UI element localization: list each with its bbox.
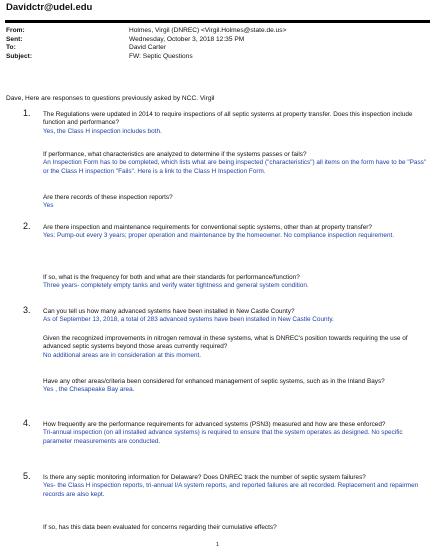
qa-block <box>43 224 427 241</box>
answer-text: Yes , the Chesapeake Bay area. <box>43 386 135 394</box>
item-number: 5. <box>23 471 31 481</box>
page-number: 1 <box>215 542 220 548</box>
qa-block <box>43 524 427 532</box>
answer-text: As of September 13, 2018, a total of 283 advanced systems have been installed in New Castle County. <box>43 316 334 324</box>
qa-block <box>43 111 427 136</box>
item-number: 2. <box>23 221 31 231</box>
answer-text: Yes, the Class H inspection includes both. <box>43 127 162 135</box>
question-text: Have any other areas/criteria been considered for enhanced management of septic systems, such as in the Inland Bays? <box>43 378 385 385</box>
answer-text: Yes: Pump-out every 3 years; proper operation and maintenance by the homeowner. No compliance inspection requirement. <box>43 232 395 240</box>
question-text: The Regulations were updated in 2014 to require inspections of all septic systems at property transfer. Does this inspection include function and performance? <box>43 111 413 127</box>
subject-value: FW: Septic Questions <box>129 52 193 60</box>
from-value: Holmes, Virgil (DNREC) <Virgil.Holmes@state.de.us> <box>129 27 287 34</box>
question-text: Given the recognized improvements in nitrogen removal in these systems, what is DNREC's position towards requiring the use of advanced septic systems beyond those areas currently required? <box>43 335 408 351</box>
sent-value: Wednesday, October 3, 2018 12:35 PM <box>129 35 245 43</box>
qa-block <box>43 421 427 446</box>
item-number: 4. <box>23 418 31 428</box>
item-number: 1. <box>23 108 31 118</box>
header-row-sent <box>6 36 426 45</box>
answer-text: Three years- completely empty tanks and verify water tightness and general system condition. <box>43 282 309 290</box>
question-text: Are there inspection and maintenance requirements for conventional septic systems, other than at property transfer? <box>43 224 372 231</box>
qa-block <box>43 194 427 211</box>
qa-block <box>43 474 427 499</box>
header-divider <box>5 20 430 23</box>
question-text: Can you tell us how many advanced systems have been installed in New Castle County? <box>43 308 295 315</box>
header-row-from <box>6 27 426 36</box>
qa-block <box>43 274 427 291</box>
qa-block <box>43 151 427 176</box>
answer-text: No additional areas are in consideration at this moment. <box>43 351 202 359</box>
account-email: Davidctr@udel.edu <box>6 2 93 13</box>
answer-text: Yes <box>43 202 54 210</box>
from-label: From: <box>6 27 25 34</box>
to-label: To: <box>6 44 16 52</box>
question-text: Is there any septic monitoring information for Delaware? Does DNREC track the number of septic system failures? <box>43 474 366 481</box>
email-header <box>6 27 426 61</box>
question-text: How frequently are the performance requirements for advanced systems (PSN3) measured and how are these enforced? <box>43 421 386 428</box>
answer-text: Yes- the Class H inspection reports, tri-annual I/A system reports, and reported failures are all recorded. Replacement and repairmen records are also kept. <box>43 482 419 498</box>
header-row-to <box>6 44 426 53</box>
intro-line: Dave, Here are responses to questions previously asked by NCC. Virgil <box>6 95 215 102</box>
question-text: If so, what is the frequency for both and what are their standards for performance/function? <box>43 274 300 281</box>
qa-block <box>43 335 427 360</box>
to-value: David Carter <box>129 44 167 52</box>
answer-text: Tri-annual inspection (on all installed advance systems) is required to ensure that the system operates as designed. No specific parameter measurements are conducted. <box>43 429 403 445</box>
sent-label: Sent: <box>6 35 23 43</box>
question-text: Are there records of these inspection reports? <box>43 194 173 201</box>
item-number: 3. <box>23 305 31 315</box>
answer-text: An Inspection Form has to be completed, which lists what are being inspected ("characteristics") all items on the form have to be "Pass" or the Class H inspection "Fails". Here is a link to the Class H Inspection Form. <box>43 159 427 175</box>
qa-block <box>43 308 427 325</box>
header-row-subject <box>6 53 426 62</box>
subject-label: Subject: <box>6 52 33 60</box>
qa-block <box>43 378 427 395</box>
question-text: If performance, what characteristics are analyzed to determine if the systems passes or fails? <box>43 151 307 158</box>
question-text: If so, has this data been evaluated for concerns regarding their cumulative effects? <box>43 524 277 531</box>
